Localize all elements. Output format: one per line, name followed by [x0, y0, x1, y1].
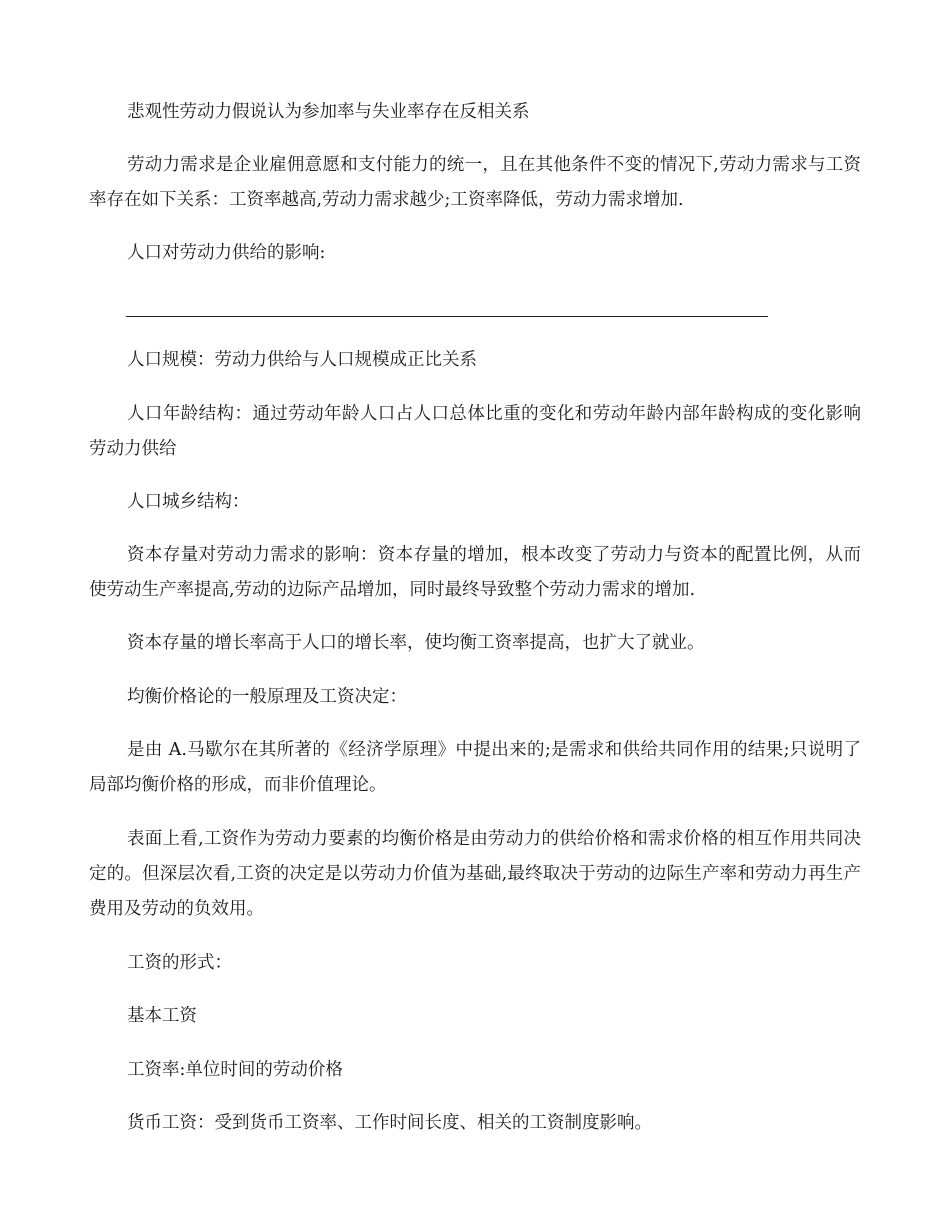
paragraph: 悲观性劳动力假说认为参加率与失业率存在反相关系	[127, 102, 530, 122]
paragraph: 资本存量的增长率高于人口的增长率，使均衡工资率提高，也扩大了就业。	[127, 633, 705, 653]
horizontal-rule	[126, 316, 768, 317]
paragraph: 人口对劳动力供给的影响:	[127, 243, 326, 263]
paragraph: 均衡价格论的一般原理及工资决定：	[127, 687, 407, 707]
paragraph: 人口规模：劳动力供给与人口规模成正比关系	[127, 350, 477, 370]
paragraph: 工资率:单位时间的劳动价格	[127, 1060, 343, 1080]
paragraph: 表面上看,工资作为劳动力要素的均衡价格是由劳动力的供给价格和需求价格的相互作用共同决定的。但深层次看,工资的决定是以劳动力价值为基础,最终取决于劳动的边际生产率和劳动力再生产费用及劳动的负效用。	[89, 829, 861, 919]
paragraph: 人口城乡结构：	[127, 492, 250, 512]
paragraph: 资本存量对劳动力需求的影响：资本存量的增加，根本改变了劳动力与资本的配置比例，从而使劳动生产率提高,劳动的边际产品增加，同时最终导致整个劳动力需求的增加.	[89, 545, 861, 600]
paragraph: 工资的形式：	[127, 953, 232, 973]
paragraph: 人口年龄结构：通过劳动年龄人口占人口总体比重的变化和劳动年龄内部年龄构成的变化影响劳动力供给	[89, 404, 861, 459]
paragraph: 是由 A.马歇尔在其所著的《经济学原理》中提出来的;是需求和供给共同作用的结果;只说明了局部均衡价格的形成，而非价值理论。	[89, 740, 861, 795]
paragraph: 货币工资：受到货币工资率、工作时间长度、相关的工资制度影响。	[127, 1113, 652, 1133]
paragraph: 基本工资	[127, 1006, 197, 1026]
paragraph: 劳动力需求是企业雇佣意愿和支付能力的统一，且在其他条件不变的情况下,劳动力需求与工资率存在如下关系：工资率越高,劳动力需求越少;工资率降低，劳动力需求增加.	[89, 155, 861, 210]
